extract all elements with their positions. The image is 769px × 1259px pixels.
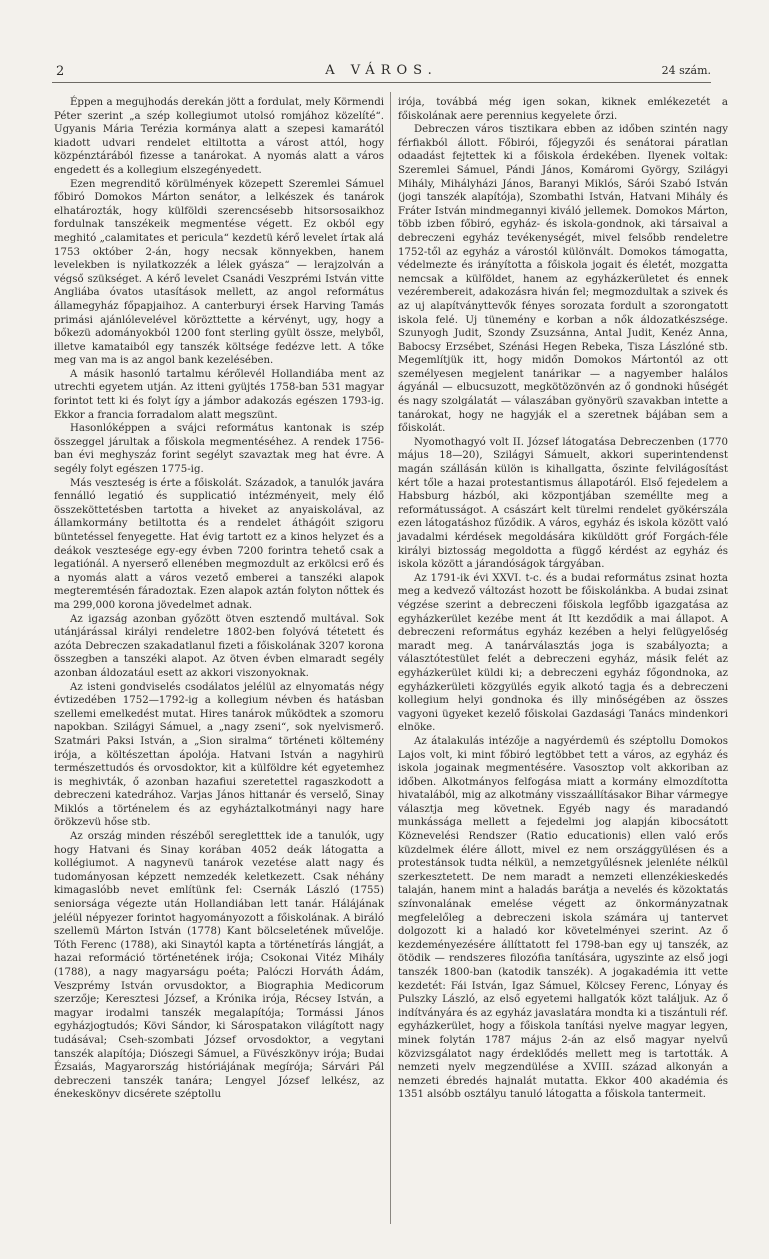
issue-number: 24 szám.: [661, 64, 711, 77]
paragraph: Az 1791-ik évi XXVI. t-c. és a budai református zsinat hozta meg a kedvező változást hozott be főiskolánkba. A budai zsinat végzése szerint a debreczeni főiskola legfőbb igazgatása az egyházkerület kezébe ment át Itt kezdődik a mai állapot. A debreczeni református egyház kezében a helyi felügyelőség maradt meg. A tanárválasztás joga is szabályozta; a választótestület felét a debreczeni egyház, másik felét az egyházkerület küldi ki; a debreczeni egyház főgondnoka, az egyházkerületi közgyülés egyik alkotó tagja és a debreczeni kollegium helyi gondnoka és illy minőségében az összes vagyoni ügyeket kezelő főiskolai Gazdasági Tanács mindenkori elnöke.: [398, 572, 728, 734]
paragraph: Debreczen város tisztikara ebben az időben szintén nagy férfiakból állott. Főbirói, főjegyzői és senátorai páratlan odaadást fejtettek ki a főiskola érdekében. Ilyenek voltak: Szeremlei Sámuel, Pándi János, Komáromi György, Szilágyi Mihály, Mihályházi János, Baranyi Miklós, Sárói Szabó István (jogi tanszék alapítója), Szombathi István, Hatvani Mihály és Fráter István mindmegannyi kiváló jellemek. Domokos Márton, több izben főbiró, egyház- és iskola-gondnok, aki társaival a debreczeni egyház tevékenységét, mivel felsőbb rendeletre 1752-től az egyház a várostól különvált. Domokos támogatta, védelmezte és irányította a főiskola jogait és életét, mozgatta nemcsak a külföldet, hanem az egyházkerületet és ennek vezérembereit, adakozásra hiván fel; megmozdultak a szivek és az uj alapítványttevők fényes sorozata fordult a szorongatott iskola felé. Uj tünemény e korban a nők áldozatkészsége. Szunyogh Judit, Szondy Zsuzsánna, Antal Judit, Kenéz Anna, Babocsy Erzsébet, Szénási Hegen Rebeka, Tisza Lászlóné stb. Megemlítjük itt, hogy midőn Domokos Mártontól az ott személyesen megjelent tanárikar — a nagyember halálos ágyánál — elbucsuzott, megkötözönvén az ő gondnoki hűségét és nagy szolgálatát — válaszában gyönyörü szavakban intette a tanárokat, hogy ne hagyják el a szeretnek bájában sem a főiskolát.: [398, 124, 728, 435]
paragraph: Ezen megrenditő körülmények közepett Szeremlei Sámuel főbiró Domokos Márton senátor, a lelkészek és tanárok elhatározták, hogy külföldi szerencsésebb hitsorsosaikhoz fordulnak tanszékeik megmentése végett. Ez okból egy meghitó „calamitates et pericula“ kezdetü kérő levelet írtak alá 1753 október 2-án, hogy necsak könnyekben, hanem levelekben is nyilatkozzék a lélek gyásza“ — lerajzolván a végső szükséget. A kérő levelet Csanádi Veszprémi István vitte Angliába óvatos utasítások mellett, az angol református államegyház főpapjaihoz. A canterburyi érsek Harving Tamás primási ajánlólevelével körözttette a kérvényt, ugy, hogy a bőkezü adományokból 1200 font sterling gyült össze, melyből, illetve kamataiból egy tanszék költsége fedézve lett. A tőke meg van ma is az angol bank kezelésében.: [54, 178, 384, 367]
paragraph: Az isteni gondviselés csodálatos jelélül az elnyomatás négy évtizedében 1752—1792-ig a kollegium névben és hatásban szellemi emelkedést mutat. Hires tanárok működtek a szomoru napokban. Szilágyi Sámuel, a „nagy zseni“, sok nyelvismerő. Szatmári Paksi István, a „Sion siralma“ történeti költemény irója, a költészettan ápolója. Hatvani István a nagyhirü természettudós és orvosdoktor, kit a külföldre két egyetemhez is meghivták, ő azonban hazafiui szeretettel ragaszkodott a debreczeni katedrához. Varjas János hittanár és verselő, Sinay Miklós a történelem és az egyháztalkotmányi nagy hare örökzevü hőse stb.: [54, 681, 384, 829]
right-column: [398, 96, 728, 1102]
paragraph: Éppen a megujhodás derekán jött a fordulat, mely Körmendi Péter szerint „a szép kollegiumot utolsó romjához közelíté“. Ugyanis Mária Terézia kormánya alatt a szepesi kamarától kiadott udvari rendelet eltiltotta a várost attól, hogy közpénztárából fizesse a tanárokat. A nyomás alatt a város engedett és a kollegium elszegényedett.: [54, 97, 384, 176]
paragraph: Az igazság azonban győzött ötven esztendő multával. Sok utánjárással királyi rendeletre 1802-ben folyóvá tétetett és azóta Debreczen szakadatlanul fizeti a főiskolának 3207 korona összegben a tanszéki alapot. Az ötven évben elmaradt segély azonban áldozatául esett az akkori viszonyoknak.: [54, 613, 384, 679]
paragraph: Nyomothagyó volt II. József látogatása Debreczenben (1770 május 18—20), Szilágyi Sámuelt, akkori superintendenst magán szállásán külön is kihallgatta, őszinte felvilágosítást kért tőle a hazai protestantismus állapotáról. Első fejedelem a Habsburg házból, aki központjában személlte meg a reformátusságot. A császárt kelt türelmi rendelet gyökérszála ezen látogatáshoz fűződik. A város, egyház és iskola között való javadalmi kérdések megoldására kiküldött gróf Forgách-féle királyi biztosság megoldotta a függő kérdést az egyház és iskola között a járandóságok tárgyában.: [398, 436, 728, 571]
page-number: 2: [56, 64, 65, 79]
paragraph: A másik hasonló tartalmu kérőlevél Hollandiába ment az utrechti egyetem utján. Az itteni gyüjtés 1758-ban 531 magyar forintot tett ki és folyt így a jámbor adakozás egészen 1793-ig. Ekkor a francia forradalom alatt megszünt.: [54, 368, 384, 421]
paragraph: Más veszteség is érte a főiskolát. Századok, a tanulók javára fennálló legatió és supplicatió intézményeit, mely élő összeköttetésben tartotta a hiveket az anyaiskolával, az államkormány betiltotta és a rendelet áthágóit szigoru büntetéssel fenyegette. Hat évig tartott ez a kinos helyzet és a deákok vesztesége egy-egy évben 7200 forintra tehető csak a legatiónál. A nyerserő ellenében megmozdult az erkölcsi erő és a nyomás alatt a város vezető emberei a tanszéki alapok megteremtésén fáradoztak. Ezen alapok aztán folyton nőttek és ma 299,000 korona jövedelmet adnak.: [54, 477, 384, 611]
column-divider: [390, 92, 391, 1224]
paragraph: irója, továbbá még igen sokan, kiknek emlékezetét a főiskolának aere perennius kegyelete őrzi.: [398, 97, 728, 122]
paragraph: Az átalakulás intézője a nagyérdemü és széptollu Domokos Lajos volt, ki mint főbiró legtöbbet tett a város, az egyház és iskola jogainak megmentésére. Vasosztop volt akkoriban az időben. Alkotmányos felfogása miatt a kormány elmozdította hivatalából, mig az alkotmány visszaállításakor Bihar vármegye választja meg követnek. Egyéb nagy és maradandó munkássága mellett a fejedelmi jog alapján kibocsátott Köznevelési Rendszer (Ratio educationis) ellen való erős küzdelmek élére állott, mivel ez nem országgyülésen és a protestánsok tudta nélkül, a nemzetgyűlésnek jelenléte nélkül szerkesztetett. De nem maradt a nemzeti ellenzékieskedés talaján, hanem mint a haladás barátja a nevelés és közoktatás színvonalának emelése végett az önkormányzatnak megfelelőleg a debreczeni iskola számára uj tantervet dolgozott ki a haladó kor követelményei szerint. Az ő kezdeményezésére állíttatott fel 1798-ban egy uj tanszék, az ötödik — rendszeres filozófia tanítására, ugyszinte az első jogi tanszék 1800-ban (katodik tanszék). A jogakadémia itt vette kezdetét: Fái István, Igaz Sámuel, Kölcsey Ferenc, Lónyay és Pulszky László, az első egyetemi hallgatók közt találjuk. Az ő indítványára és az egyház javaslatára mondta ki a tiszántuli réf. egyházkerület, hogy a főiskola tanítási nyelve magyar legyen, minek folytán 1787 május 2-án az első magyar nyelvű közvizsgálatot nagy érdeklődés mellett meg is tartották. A nemzeti nyelv megzendülése a XVIII. század alkonyán a nemzeti ébredés hajnalát mutatta. Ekkor 400 akadémia és 1351 alsóbb osztályu tanuló látogatta a főiskola tantermeit.: [398, 735, 728, 1101]
paragraph: Az ország minden részéből seregletttek ide a tanulók, ugy hogy Hatvani és Sinay korában 4052 deák látogatta a kollégiumot. A nagynevü tanárok vezetése alatt nagy és tudományosan képzett nemzedék keletkezett. Csak néhány kimagaslóbb nevet említünk fel: Csernák László (1755) seniorsága végezte után Hollandiában lett tanár. Hálájának jeléül népyezer forintot hagyományozott a főiskolának. A biráló szellemü Márton István (1778) Kant bölcseletének művelője. Tóth Ferenc (1788), aki Sinaytól kapta a történetírás lángját, a hazai reformáció történetének irója; Csokonai Vitéz Mihály (1788), a nagy magyarságu poéta; Palóczi Horváth Ádám, Veszprémy István orvusdoktor, a Biographia Medicorum szerzője; Keresztesi József, a Krónika irója, Récsey István, a magyar irodalmi tanszék megalapítója; Tormássi János egyházjogtudós; Kövi Sándor, ki Sárospatakon világított nagy tudásával; Cseh-szombati József orvosdoktor, a vegytani tanszék alapítója; Diószegi Sámuel, a Füvészkönyv irója; Budai Ézsaiás, Magyarország históriájának megírója; Sárvári Pál debreczeni tanszék tanára; Lengyel József lelkész, az énekeskönyv dicsérete széptollu: [54, 831, 384, 1101]
paragraph: Hasonlóképpen a svájci református kantonak is szép összeggel járultak a főiskola megmentéséhez. A rendek 1756-ban évi meghyszáz forint segélyt szavaztak meg hat évre. A segély folyt egészen 1775-ig.: [54, 423, 384, 476]
left-column: [54, 96, 384, 1102]
running-title: A VÁROS.: [325, 63, 438, 78]
page-header: [52, 60, 711, 83]
